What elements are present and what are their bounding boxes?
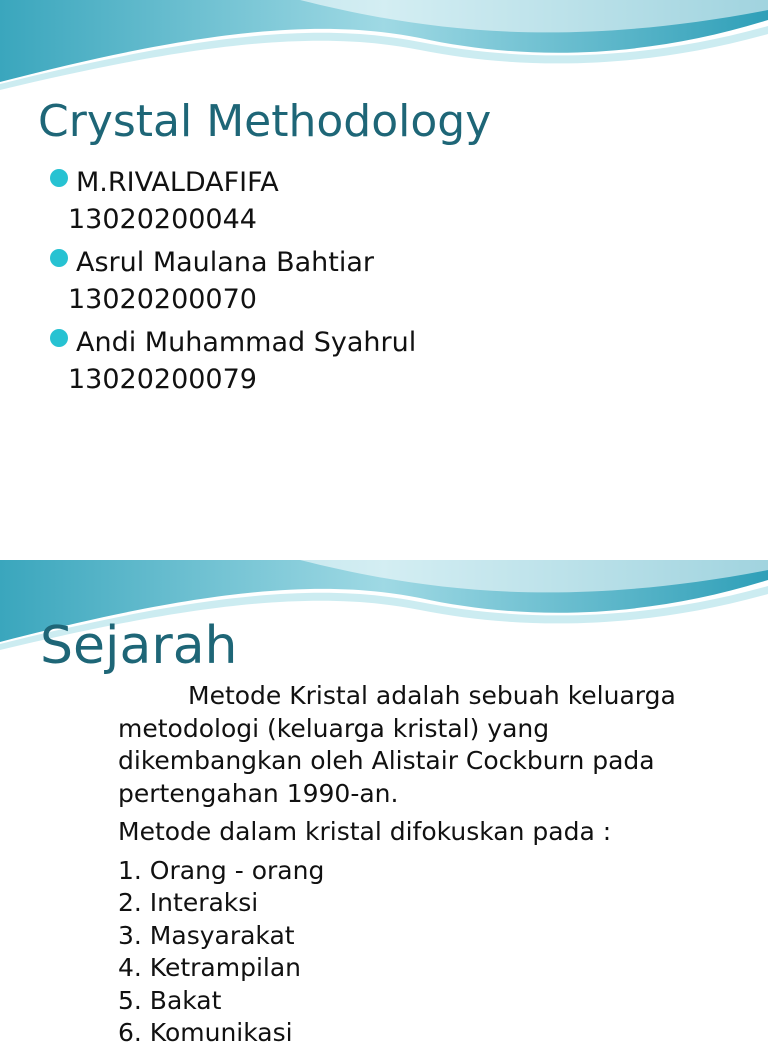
member-id: 13020200079 [68, 364, 257, 395]
focus-item: 2. Interaksi [118, 888, 259, 917]
slide-title: Sejarah [40, 616, 238, 676]
member-item [48, 244, 416, 318]
slide-body [118, 680, 738, 1050]
member-name: Andi Muhammad Syahrul [76, 327, 417, 358]
slide-separator [0, 540, 768, 560]
focus-list [118, 855, 738, 1050]
member-item [48, 324, 416, 398]
bullet-dot-icon [50, 329, 68, 347]
bullet-dot-icon [50, 249, 68, 267]
wave-header-decoration [0, 0, 768, 90]
focus-item: 4. Ketrampilan [118, 953, 302, 982]
focus-item: 3. Masyarakat [118, 920, 295, 950]
focus-item: 6. Komunikasi [118, 1018, 293, 1047]
member-id: 13020200070 [68, 284, 257, 315]
member-item [48, 164, 416, 238]
history-paragraph [118, 680, 738, 810]
member-id: 13020200044 [68, 204, 257, 235]
history-text: Metode Kristal adalah sebuah keluarga metodologi (keluarga kristal) yang dikembangkan oleh Alistair Cockburn pada pertengahan 1990-an. [118, 681, 676, 808]
member-name: Asrul Maulana Bahtiar [76, 247, 374, 278]
focus-intro: Metode dalam kristal difokuskan pada : [118, 817, 612, 846]
slide-title: Crystal Methodology [38, 96, 492, 147]
bullet-dot-icon [50, 169, 68, 187]
member-list [48, 164, 416, 404]
focus-item: 1. Orang - orang [118, 855, 325, 885]
member-name: M.RIVALDAFIFA [76, 167, 279, 198]
focus-item: 5. Bakat [118, 985, 222, 1015]
slide-2 [0, 560, 768, 1047]
